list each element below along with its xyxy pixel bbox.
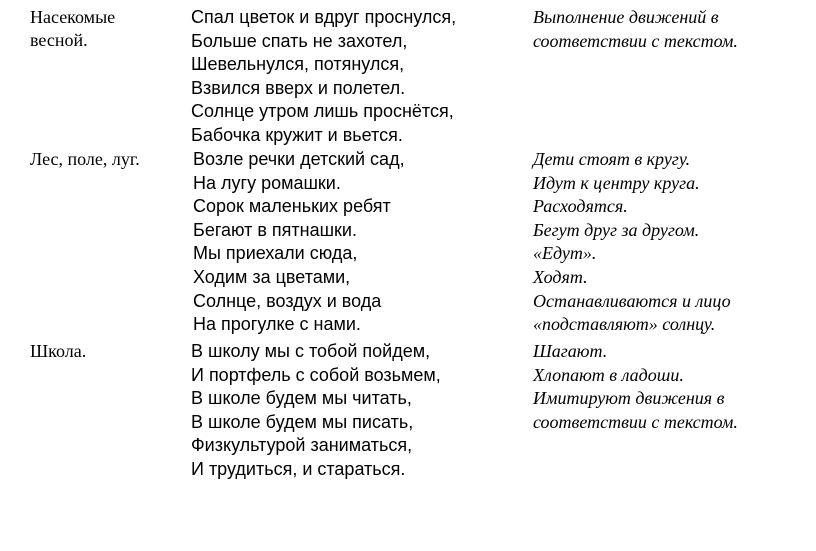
actions-cell bbox=[533, 340, 803, 434]
poem-line: Физкультурой заниматься, bbox=[191, 435, 413, 456]
action-line: Идут к центру круга. bbox=[533, 172, 700, 193]
action-line: Хлопают в ладоши. bbox=[533, 364, 684, 385]
action-line: Шагают. bbox=[533, 341, 608, 361]
poem-line: В школе будем мы писать, bbox=[191, 411, 414, 432]
poem-line: Бегают в пятнашки. bbox=[193, 219, 357, 240]
action-line: Бегут друг за другом. bbox=[533, 219, 700, 240]
action-line: Выполнение движений в bbox=[533, 7, 719, 27]
action-line: Дети стоят в кругу. bbox=[533, 149, 691, 169]
poem-line: И портфель с собой возьмем, bbox=[191, 364, 441, 385]
topic-cell: Школа. bbox=[30, 341, 87, 361]
poem-line: Бабочка кружит и вьется. bbox=[191, 124, 403, 145]
poem-line: Солнце, воздух и вода bbox=[193, 290, 382, 311]
poem-line: Сорок маленьких ребят bbox=[193, 196, 391, 217]
action-line: Имитируют движения в bbox=[533, 388, 725, 409]
action-line: «Едут». bbox=[533, 243, 597, 264]
poem-line: Ходим за цветами, bbox=[193, 266, 351, 287]
action-line: соответствии с текстом. bbox=[533, 411, 738, 432]
poem-line: В школе будем мы читать, bbox=[191, 388, 412, 409]
action-line: Расходятся. bbox=[533, 196, 628, 217]
actions-cell bbox=[533, 6, 803, 53]
poem-line: Солнце утром лишь проснётся, bbox=[191, 101, 454, 122]
poem-line: На прогулке с нами. bbox=[193, 314, 361, 335]
poem-line: Мы приехали сюда, bbox=[193, 243, 358, 264]
topic-cell: Насекомые весной. bbox=[30, 7, 116, 50]
poem-line: Шевельнулся, потянулся, bbox=[191, 54, 405, 75]
action-line: Ходят. bbox=[533, 266, 588, 287]
poem-cell bbox=[193, 148, 405, 337]
poem-line: В школу мы с тобой пойдем, bbox=[191, 341, 431, 361]
poem-cell bbox=[191, 340, 441, 482]
poem-line: Возле речки детский сад, bbox=[193, 149, 405, 169]
poem-line: Больше спать не захотел, bbox=[191, 30, 408, 51]
actions-cell bbox=[533, 148, 803, 337]
action-line: Останавливаются и лицо bbox=[533, 290, 731, 311]
poem-cell bbox=[191, 6, 456, 148]
poem-line: На лугу ромашки. bbox=[193, 172, 341, 193]
action-line: «подставляют» солнцу. bbox=[533, 314, 716, 335]
action-line: соответствии с текстом. bbox=[533, 30, 738, 51]
poem-line: И трудиться, и стараться. bbox=[191, 458, 406, 479]
poem-line: Спал цветок и вдруг проснулся, bbox=[191, 7, 457, 27]
poem-line: Взвился вверх и полетел. bbox=[191, 77, 406, 98]
topic-cell: Лес, поле, луг. bbox=[30, 149, 140, 169]
